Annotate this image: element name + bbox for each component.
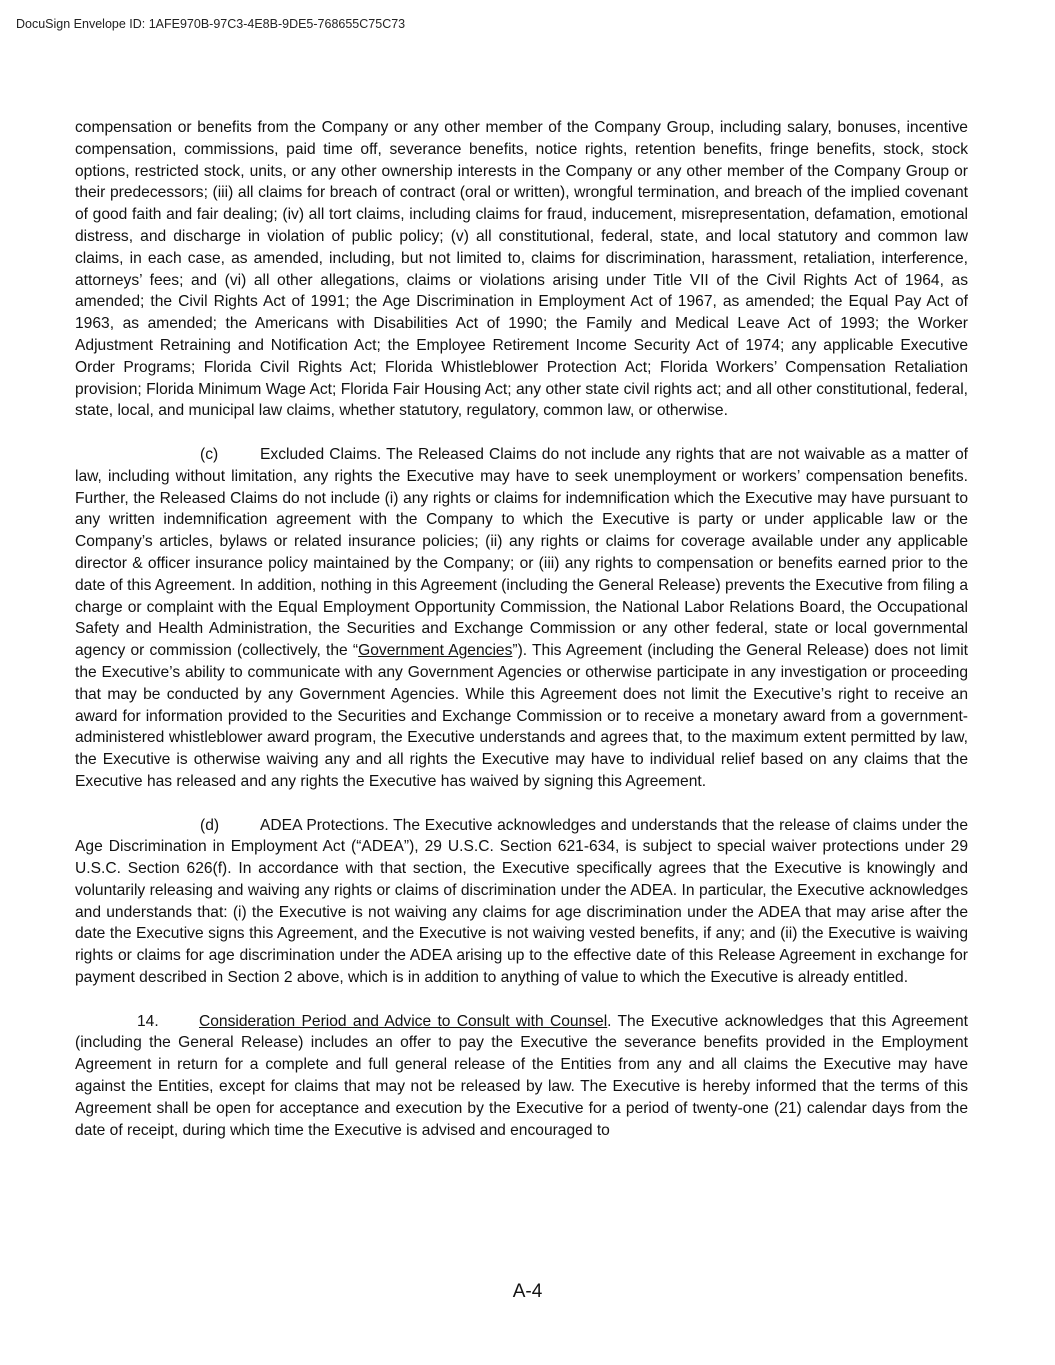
page-number: A-4 (512, 1281, 543, 1302)
section-14-text: . The Executive acknowledges that this Agreement (including the General Release) includes an offer to pay the Executive the severance benefits provided in the Employment Agreement in return for a complete and full general release of the Entities from any and all claims the Executive may have against the Entities, except for claims that may not be released by law. The Executive is hereby informed that the terms of this Agreement shall be open for acceptance and execution by the Executive for a period of twenty-one (21) calendar days from the date of receipt, during which time the Executive is advised and encouraged to (75, 1012, 969, 1139)
paragraph-excluded-claims (75, 444, 968, 793)
paragraph-release-claims-continuation: compensation or benefits from the Company or any other member of the Company Group, including salary, bonuses, incentive compensation, commissions, paid time off, severance benefits, notice rights, retention benefits, fringe benefits, stock, stock options, restricted stock, units, or any other ownership interests in the Company or any other member of the Company Group or their predecessors; (iii) all claims for breach of contract (oral or written), wrongful termination, and breach of the implied covenant of good faith and fair dealing; (iv) all tort claims, including claims for fraud, inducement, misrepresentation, defamation, emotional distress, and discharge in violation of public policy; (v) all constitutional, federal, state, and local statutory and common law claims, in each case, as amended, including, but not limited to, claims for discrimination, harassment, retaliation, interference, attorneys’ fees; and (vi) all other allegations, claims or violations arising under Title VII of the Civil Rights Act of 1964, as amended; the Civil Rights Act of 1991; the Age Discrimination in Employment Act of 1967, as amended; the Equal Pay Act of 1963, as amended; the Americans with Disabilities Act of 1990; the Family and Medical Leave Act of 1993; the Worker Adjustment Retraining and Notification Act; the Employee Retirement Income Security Act of 1974; any applicable Executive Order Programs; Florida Civil Rights Act; Florida Whistleblower Protection Act; Florida Workers’ Compensation Retaliation provision; Florida Minimum Wage Act; Florida Fair Housing Act; any other state civil rights act; and all other constitutional, federal, state, local, and municipal law claims, whether statutory, regulatory, common law, or otherwise. (75, 119, 968, 420)
section-c-heading: Excluded Claims. (260, 445, 382, 463)
section-d-text: The Executive acknowledges and understands that the release of claims under the Age Discrimination in Employment Act (“ADEA”), 29 U.S.C. Section 621-634, is subject to special waiver protections under 29 U.S.C. Section 626(f). In accordance with that section, the Executive specifically agrees that the Executive is knowingly and voluntarily releasing and waiving any rights or claims of discrimination under the ADEA. In particular, the Executive acknowledges and understands that: (i) the Executive is not waiving any claims for age discrimination under the ADEA that may arise after the date the Executive signs this Agreement, and the Executive is not waiving vested benefits, if any; and (ii) the Executive is waiving rights or claims for age discrimination under the ADEA arising up to the effective date of this Release Agreement in exchange for payment described in Section 2 above, which is in addition to anything of value to which the Executive is already entitled. (75, 816, 968, 987)
section-14-heading: Consideration Period and Advice to Consult with Counsel (199, 1012, 608, 1030)
government-agencies-term: Government Agencies (358, 642, 513, 660)
section-c-marker: (c) (200, 445, 219, 463)
paragraph-consideration-period (75, 1011, 968, 1142)
docusign-envelope-id: DocuSign Envelope ID: 1AFE970B-97C3-4E8B-9DE5-768655C75C73 (16, 17, 406, 31)
section-c-text-after: ”). This Agreement (including the General Release) does not limit the Executive’s ability to communicate with any Government Agencies or otherwise participate in any investigation or proceeding that may be conducted by any Government Agencies. While this Agreement does not limit the Executive’s right to receive an award for information provided to the Securities and Exchange Commission or to receive a monetary award from a government-administered whistleblower award program, the Executive understands and agrees that, to the maximum extent permitted by law, the Executive is otherwise waiving any and all rights the Executive may have to individual relief based on any claims that the Executive has released and any rights the Executive has waived by signing this Agreement. (75, 642, 968, 790)
paragraph-adea-protections (75, 815, 968, 989)
section-14-marker: 14. (137, 1012, 159, 1030)
section-d-heading: ADEA Protections. (260, 816, 389, 834)
document-body (75, 117, 968, 1163)
section-c-text-before: The Released Claims do not include any rights that are not waivable as a matter of law, including without limitation, any rights the Executive may have to seek unemployment or workers’ compensation benefits. Further, the Released Claims do not include (i) any rights or claims for indemnification which the Executive may have pursuant to any written indemnification agreement with the Company to which the Executive is party or under applicable law or the Company’s articles, bylaws or related insurance policies; (ii) any rights or claims for coverage available under any applicable director & officer insurance policy maintained by the Company; or (iii) any rights to compensation or benefits earned prior to the date of this Agreement. In addition, nothing in this Agreement (including the General Release) prevents the Executive from filing a charge or complaint with the Equal Employment Opportunity Commission, the National Labor Relations Board, the Occupational Safety and Health Administration, the Securities and Exchange Commission or any other federal, state or local governmental agency or commission (collectively, the “ (75, 445, 968, 660)
section-d-marker: (d) (200, 816, 220, 834)
